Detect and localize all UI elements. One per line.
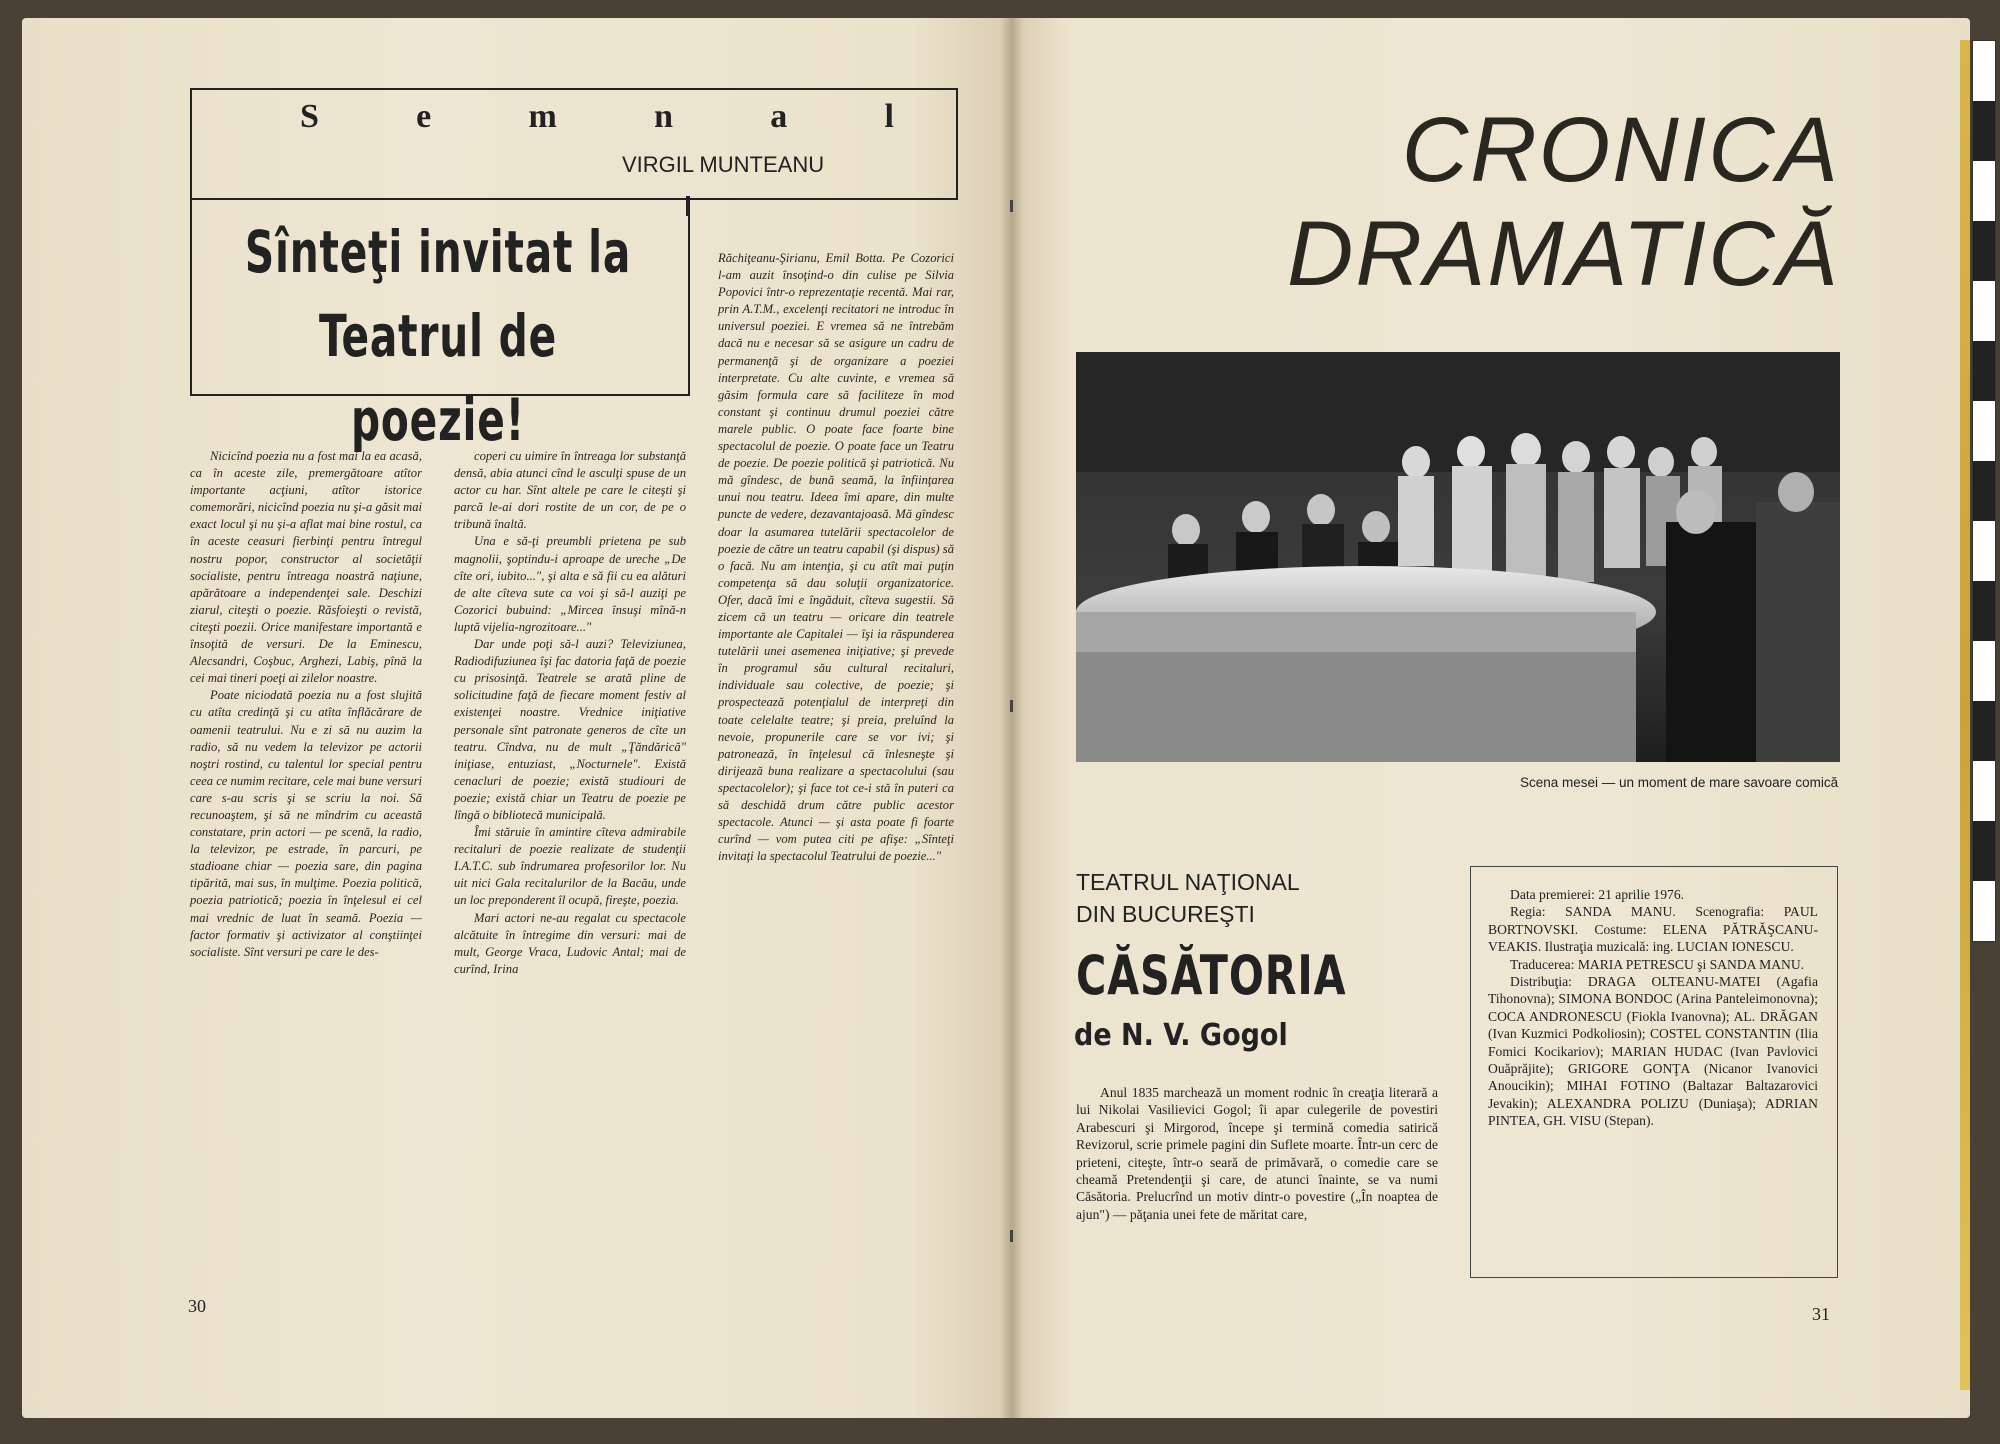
photo-caption: Scena mesei — un moment de mare savoare comică bbox=[1520, 775, 1839, 790]
credits-line: Distribuţia: DRAGA OLTEANU-MATEI (Agafia Tihonovna); SIMONA BONDOC (Arina Panteleimonovna); COCA ANDRONESCU (Fiokla Ivanovna); AL. DRĂGAN (Ivan Kuzmici Podkoliosin); COSTEL CONSTANTIN (Ilia Fomici Kocikariov); MARIAN HUDAC (Ivan Pavlovici Ouăprăjite); GRIGORE GONŢA (Nicanor Ivanovici Anoucikin); MIHAI FOTINO (Baltazar Baltazarovici Jevakin); ALEXANDRA POLIZU (Duniaşa); ADRIAN PINTEA, GH. VISU (Stepan). bbox=[1488, 974, 1818, 1129]
article-title-line: Teatrul de poezie! bbox=[318, 302, 557, 454]
stage-photo-image bbox=[1076, 352, 1840, 762]
article-author: VIRGIL MUNTEANU bbox=[622, 152, 825, 177]
book-spine bbox=[1000, 18, 1024, 1418]
frame-divider bbox=[686, 196, 688, 216]
credits-line: Traducerea: MARIA PETRESCU şi SANDA MANU. bbox=[1510, 956, 1805, 972]
article-column-3 bbox=[718, 250, 954, 865]
rubric-letter: a bbox=[770, 98, 790, 135]
theatre-name-line: TEATRUL NAŢIONAL bbox=[1076, 869, 1300, 895]
rubric-title bbox=[192, 98, 956, 136]
section-heading bbox=[1220, 98, 1840, 306]
paragraph: Răchiţeanu-Şirianu, Emil Botta. Pe Cozorici l-am auzit însoţind-o din culise pe Silvia Popovici într-o reprezentaţie recentă. Mai rar, prin A.T.M., excelenţi recitatori ne introduc în universul poeziei. E vremea să ne întrebăm dacă nu e necesar să se asigure un cadru de permanenţă şi de organizare a poeziei interpretate. Cu alte cuvinte, e vremea să găsim formula care să faciliteze în mod constant şi continuu drumul poeziei către marele public. O poate face foarte bine spectacolul de poezie. O poate face un Teatru de poezie. De poezie politică şi patriotică. Nu mă gîndesc, de bună seamă, la înfiinţarea unui nou teatru. Ideea îmi apare, din multe puncte de vedere, dezavantajoasă. Mă gîndesc doar la asumarea tutelării spectacolelor de poezie de către un teatru capabil (şi dispus) să o facă. Nu am intenţia, şi cu atît mai puţin competenţa să dau soluţii organizatorice. Ofer, dacă îmi e îngăduit, cîteva sugestii. Să zicem că un teatru — oricare din teatrele importante ale Capitalei — îşi ia răspunderea tutelării unei asemenea iniţiative; şi prevede în programul său cultural recitaluri, individuale sau colective, de poezie; şi prospectează potenţialul de interpreţi din toate celelalte teatre; şi preia, preluînd la nevoie, propunerile care se vor ivi; şi patronează, în înţelesul că înlesneşte şi dirijează buna realizare a spectacolului (sau spectacolelor); şi face tot ce-i stă în puteri ca să deschidă drum către public acestor spectacole. Atunci — şi asta poate fi foarte curînd — vom putea citi pe afişe: „Sînteţi invitaţi la spectacolul Teatrului de poezie..." bbox=[718, 251, 954, 864]
paragraph: Dar unde poţi să-l auzi? Televiziunea, Radiodifuziunea îşi fac datoria faţă de poezie cu prisosinţă. Teatrele se arată pline de solicitudine faţă de fiecare moment festiv al existenţei noastre. Vrednice iniţiative personale sînt patronate generos de cîte un teatru. Cîndva, nu de mult „Ţăndărică" iniţiase, entuziast, „Nocturnele". Există cenacluri de poezie; există studiouri de poezie; există chiar un Teatru de poezie pe lîngă o bibliotecă municipală. bbox=[454, 637, 686, 822]
credits-line: Regia: SANDA MANU. Scenografia: PAUL BORTNOVSKI. Costume: ELENA PĂTRĂŞCANU-VEAKIS. Ilustraţia muzicală: ing. LUCIAN IONESCU. bbox=[1488, 904, 1818, 955]
color-scale-strip bbox=[1972, 40, 1996, 942]
section-heading-line: DRAMATICĂ bbox=[1287, 203, 1840, 305]
rubric-letter: m bbox=[528, 98, 559, 135]
section-heading-line: CRONICA bbox=[1401, 99, 1840, 201]
article-column-1 bbox=[190, 448, 422, 961]
rubric-letter: n bbox=[654, 98, 676, 135]
credits bbox=[1488, 886, 1818, 1130]
rubric-letter: e bbox=[416, 98, 434, 135]
paragraph: Nicicînd poezia nu a fost mai la ea acasă, ca în aceste zile, premergătoare atîtor importante acţiuni, atîtor istorice comemorări, nicicînd poezia nu şi-a găsit mai exact locul şi nu şi-a aflat mai bine rostul, ca în aceste ceasuri fierbinţi pentru întregul nostru popor, constructor al societăţii socialiste, pentru întreaga noastră naţiune, apărătoare a independenţei sale. Deschizi ziarul, citeşti o poezie. Răsfoieşti o revistă, citeşti poezii. Orice manifestare importantă e însoţită de versuri. De la Eminescu, Alecsandri, Coşbuc, Arghezi, Labiş, pînă la cei mai tineri poeţi ai zilelor noastre. bbox=[190, 449, 422, 686]
binding-stitch bbox=[1010, 1230, 1013, 1242]
binding-stitch bbox=[1010, 700, 1013, 712]
stage-photo bbox=[1076, 352, 1840, 762]
paragraph: Îmi stăruie în amintire cîteva admirabile recitaluri de poezie realizate de studenţii I.A.T.C. sub îndrumarea profesorilor lor. Nu uit nici Gala recitalurilor de la Bacău, unde un loc preponderent îl ocupă, fireşte, poezia. bbox=[454, 825, 686, 908]
paragraph: coperi cu uimire în întreaga lor substanţă densă, abia atunci cînd le asculţi spuse de un actor cu har. Sînt altele pe care le citeşti şi parcă le-ai dori rostite de un cor, de pe o tribună înaltă. bbox=[454, 449, 686, 532]
page-edge-strip bbox=[1960, 40, 1970, 1390]
rubric-box bbox=[190, 88, 958, 200]
play-title: CĂSĂTORIA bbox=[1076, 944, 1347, 1007]
theatre-name bbox=[1076, 866, 1300, 930]
page-number-left: 30 bbox=[188, 1296, 206, 1316]
paragraph: Una e să-ţi preumbli prietena pe sub magnolii, şoptindu-i aproape de ureche „De cîte ori, iubito...", şi alta e să fii cu ea alături de alte cîteva sute ca voi şi să-l auziţi pe Cozorici bubuind: „Mircea însuşi mînă-n luptă vijelia-ngrozitoare..." bbox=[454, 534, 686, 634]
theatre-name-line: DIN BUCUREŞTI bbox=[1076, 901, 1255, 927]
paragraph: Mari actori ne-au regalat cu spectacole alcătuite în întregime din versuri: mai de mult, George Vraca, Ludovic Antal; mai de curînd, Irina bbox=[454, 910, 686, 976]
paragraph: Anul 1835 marchează un moment rodnic în creaţia literară a lui Nikolai Vasilievici Gogol; îi apar culegerile de povestiri Arabescuri şi Mirgorod, începe şi termină comedia satirică Revizorul, scrie primele pagini din Suflete moarte. Într-un cerc de prieteni, citeşte, într-o seară de primăvară, o comedie care se cheamă Pretendenţii şi care, de atunci înainte, se va numi Căsătoria. Prelucrînd un motiv dintr-o povestire („În noaptea de ajun") — păţania unei fete de măritat care, bbox=[1076, 1085, 1438, 1222]
article-title bbox=[245, 210, 632, 462]
credits-line: Data premierei: 21 aprilie 1976. bbox=[1510, 887, 1685, 902]
play-author: de N. V. Gogol bbox=[1074, 1018, 1288, 1053]
binding-stitch bbox=[1010, 200, 1013, 212]
paragraph: Poate niciodată poezia nu a fost slujită cu atîta credinţă şi cu atîta înflăcărare de oamenii teatrului. Nu e zi să nu auzim la radio, să nu vedem la televizor pe actorii noştri rostind, cu talentul lor special pentru ceea ce numim recitare, cele mai bune versuri care s-au scris şi se scriu la noi. Să recunoaştem, şi să ne mîndrim cu această constatare, prin actori — pe scenă, la radio, la televizor, pe estrade, în parcuri, pe stadioane chiar — poezia sare, din pagina tipărită, mai sus, în mulţime. Poezia politică, poezia patriotică; poezia în înţelesul ei cel mai vrednic de luat în seamă. Poezia — factor formativ şi activizator al conştiinţei socialiste. Sînt versuri pe care le des- bbox=[190, 688, 422, 959]
page-number-right: 31 bbox=[1812, 1304, 1830, 1324]
review-text bbox=[1076, 1084, 1438, 1223]
article-title-line: Sînteţi invitat la bbox=[244, 218, 632, 286]
rubric-letter: l bbox=[884, 98, 896, 135]
article-column-2 bbox=[454, 448, 686, 978]
rubric-letter: S bbox=[300, 98, 321, 135]
